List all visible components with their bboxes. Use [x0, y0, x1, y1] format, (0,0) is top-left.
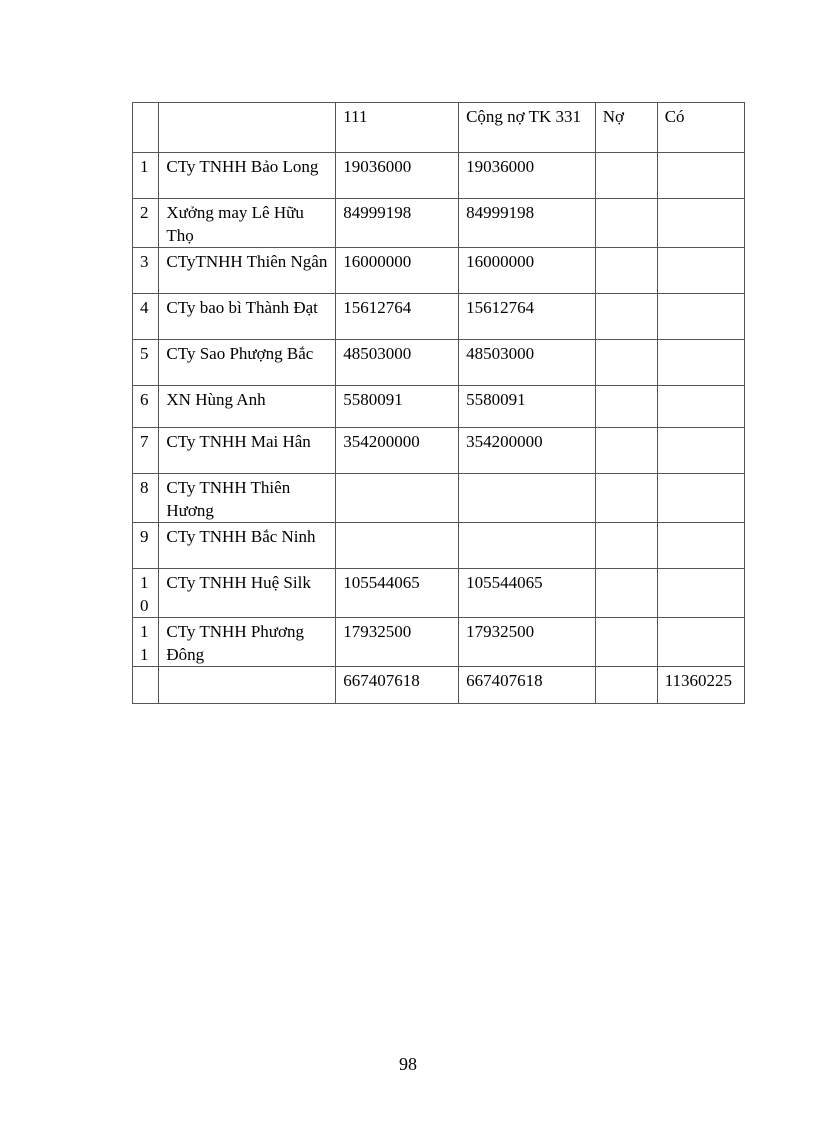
row-value-331: 16000000 [459, 248, 596, 294]
row-credit [657, 428, 744, 474]
total-value-111: 667407618 [336, 667, 459, 704]
row-value-111: 84999198 [336, 199, 459, 248]
row-company: XN Hùng Anh [159, 386, 336, 428]
row-value-111: 354200000 [336, 428, 459, 474]
total-debit [595, 667, 657, 704]
table-row [133, 386, 745, 428]
table-row [133, 199, 745, 248]
row-value-331 [459, 523, 596, 569]
total-index [133, 667, 159, 704]
row-value-331: 48503000 [459, 340, 596, 386]
row-value-111 [336, 523, 459, 569]
row-debit [595, 428, 657, 474]
row-index: 2 [133, 199, 159, 248]
row-value-111: 17932500 [336, 618, 459, 667]
row-company: CTy TNHH Bảo Long [159, 153, 336, 199]
table-row [133, 340, 745, 386]
row-company: Xưởng may Lê Hữu Thọ [159, 199, 336, 248]
row-company: CTy TNHH Phương Đông [159, 618, 336, 667]
table-header-row [133, 103, 745, 153]
row-index: 1 [133, 153, 159, 199]
row-company: CTy bao bì Thành Đạt [159, 294, 336, 340]
row-index: 6 [133, 386, 159, 428]
row-value-331: 105544065 [459, 569, 596, 618]
row-credit [657, 569, 744, 618]
row-credit [657, 523, 744, 569]
row-value-331: 84999198 [459, 199, 596, 248]
header-cell-index [133, 103, 159, 153]
row-index: 8 [133, 474, 159, 523]
row-debit [595, 153, 657, 199]
header-cell-credit: Có [657, 103, 744, 153]
row-value-111: 48503000 [336, 340, 459, 386]
table-row [133, 294, 745, 340]
row-company: CTyTNHH Thiên Ngân [159, 248, 336, 294]
row-index: 7 [133, 428, 159, 474]
page-number: 98 [399, 1054, 417, 1074]
table-row [133, 153, 745, 199]
row-debit [595, 523, 657, 569]
table-row [133, 474, 745, 523]
row-company: CTy TNHH Mai Hân [159, 428, 336, 474]
row-credit [657, 386, 744, 428]
header-cell-name [159, 103, 336, 153]
row-debit [595, 618, 657, 667]
row-value-331: 354200000 [459, 428, 596, 474]
payables-table [132, 102, 745, 704]
row-value-331: 17932500 [459, 618, 596, 667]
row-value-331 [459, 474, 596, 523]
row-value-331: 19036000 [459, 153, 596, 199]
row-company: CTy TNHH Thiên Hương [159, 474, 336, 523]
row-value-331: 5580091 [459, 386, 596, 428]
row-value-111: 15612764 [336, 294, 459, 340]
row-credit [657, 248, 744, 294]
table-row [133, 569, 745, 618]
table-row [133, 248, 745, 294]
row-value-111: 16000000 [336, 248, 459, 294]
row-index: 9 [133, 523, 159, 569]
row-debit [595, 569, 657, 618]
total-label [159, 667, 336, 704]
row-company: CTy TNHH Huệ Silk [159, 569, 336, 618]
row-credit [657, 294, 744, 340]
header-cell-111: 111 [336, 103, 459, 153]
row-value-111 [336, 474, 459, 523]
row-index: 5 [133, 340, 159, 386]
header-cell-debit: Nợ [595, 103, 657, 153]
row-debit [595, 199, 657, 248]
table-row [133, 428, 745, 474]
table-row [133, 618, 745, 667]
row-index: 3 [133, 248, 159, 294]
row-debit [595, 248, 657, 294]
total-value-331: 667407618 [459, 667, 596, 704]
row-value-111: 105544065 [336, 569, 459, 618]
row-value-111: 5580091 [336, 386, 459, 428]
row-credit [657, 340, 744, 386]
row-index: 11 [133, 618, 159, 667]
row-credit [657, 474, 744, 523]
row-debit [595, 340, 657, 386]
row-debit [595, 294, 657, 340]
row-value-111: 19036000 [336, 153, 459, 199]
row-credit [657, 199, 744, 248]
table-total-row [133, 667, 745, 704]
header-cell-payable-331: Cộng nợ TK 331 [459, 103, 596, 153]
table-row [133, 523, 745, 569]
row-index: 4 [133, 294, 159, 340]
row-debit [595, 474, 657, 523]
row-company: CTy Sao Phượng Bắc [159, 340, 336, 386]
row-value-331: 15612764 [459, 294, 596, 340]
total-credit: 11360225 [657, 667, 744, 704]
row-debit [595, 386, 657, 428]
row-credit [657, 618, 744, 667]
row-company: CTy TNHH Bắc Ninh [159, 523, 336, 569]
row-credit [657, 153, 744, 199]
row-index: 10 [133, 569, 159, 618]
